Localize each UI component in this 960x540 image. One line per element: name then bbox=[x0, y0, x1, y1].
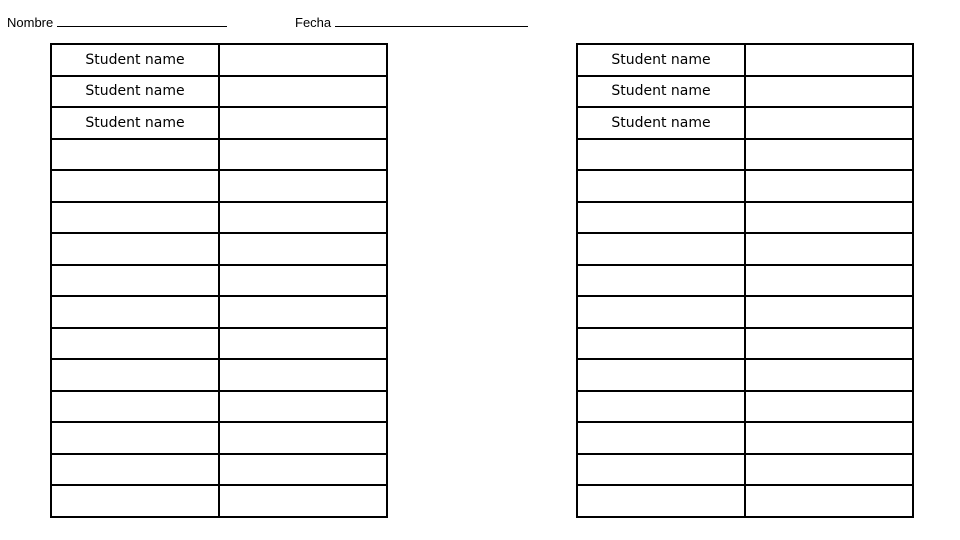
right-roster-table bbox=[576, 43, 914, 518]
student-name-cell[interactable] bbox=[577, 170, 745, 202]
student-name-cell[interactable] bbox=[51, 170, 219, 202]
table-row bbox=[577, 202, 913, 234]
student-name-cell[interactable] bbox=[51, 265, 219, 297]
entry-cell[interactable] bbox=[219, 202, 387, 234]
entry-cell[interactable] bbox=[745, 233, 913, 265]
table-row bbox=[577, 44, 913, 76]
table-row bbox=[577, 233, 913, 265]
entry-cell[interactable] bbox=[219, 265, 387, 297]
entry-cell[interactable] bbox=[219, 454, 387, 486]
student-name-cell[interactable] bbox=[577, 233, 745, 265]
entry-cell[interactable] bbox=[219, 139, 387, 171]
entry-cell[interactable] bbox=[219, 76, 387, 108]
name-blank-line[interactable] bbox=[57, 14, 227, 27]
table-row bbox=[577, 265, 913, 297]
name-field[interactable] bbox=[7, 14, 227, 31]
entry-cell[interactable] bbox=[745, 359, 913, 391]
student-name-cell[interactable] bbox=[51, 139, 219, 171]
student-name-cell[interactable] bbox=[51, 359, 219, 391]
entry-cell[interactable] bbox=[219, 296, 387, 328]
date-blank-line[interactable] bbox=[335, 14, 528, 27]
table-row bbox=[51, 296, 387, 328]
table-row bbox=[51, 76, 387, 108]
table-row bbox=[51, 107, 387, 139]
student-name-cell[interactable] bbox=[51, 202, 219, 234]
entry-cell[interactable] bbox=[745, 107, 913, 139]
table-row bbox=[577, 328, 913, 360]
table-row bbox=[577, 454, 913, 486]
entry-cell[interactable] bbox=[219, 170, 387, 202]
student-name-cell[interactable] bbox=[577, 485, 745, 517]
entry-cell[interactable] bbox=[745, 170, 913, 202]
student-name-cell[interactable]: Student name bbox=[577, 76, 745, 108]
entry-cell[interactable] bbox=[745, 76, 913, 108]
student-name-cell[interactable] bbox=[577, 454, 745, 486]
entry-cell[interactable] bbox=[745, 454, 913, 486]
table-row bbox=[51, 44, 387, 76]
entry-cell[interactable] bbox=[219, 359, 387, 391]
left-roster-table bbox=[50, 43, 388, 518]
entry-cell[interactable] bbox=[219, 233, 387, 265]
table-row bbox=[51, 328, 387, 360]
student-name-cell[interactable] bbox=[577, 328, 745, 360]
student-name-cell[interactable] bbox=[577, 359, 745, 391]
table-row bbox=[577, 107, 913, 139]
entry-cell[interactable] bbox=[745, 139, 913, 171]
name-label: Nombre bbox=[7, 15, 54, 30]
student-name-cell[interactable] bbox=[577, 391, 745, 423]
date-field[interactable] bbox=[295, 14, 528, 31]
right-roster-body bbox=[577, 44, 913, 517]
entry-cell[interactable] bbox=[745, 422, 913, 454]
entry-cell[interactable] bbox=[745, 391, 913, 423]
entry-cell[interactable] bbox=[745, 296, 913, 328]
table-row bbox=[577, 170, 913, 202]
table-row bbox=[51, 391, 387, 423]
student-name-cell[interactable] bbox=[51, 296, 219, 328]
table-row bbox=[51, 359, 387, 391]
table-row bbox=[51, 422, 387, 454]
entry-cell[interactable] bbox=[219, 107, 387, 139]
date-label: Fecha bbox=[295, 15, 332, 30]
left-roster-body bbox=[51, 44, 387, 517]
table-row bbox=[577, 359, 913, 391]
table-row bbox=[51, 265, 387, 297]
table-row bbox=[51, 485, 387, 517]
student-name-cell[interactable] bbox=[51, 422, 219, 454]
student-name-cell[interactable] bbox=[51, 485, 219, 517]
entry-cell[interactable] bbox=[219, 422, 387, 454]
student-name-cell[interactable] bbox=[51, 328, 219, 360]
table-row bbox=[51, 202, 387, 234]
table-row bbox=[577, 422, 913, 454]
table-row bbox=[51, 454, 387, 486]
entry-cell[interactable] bbox=[219, 44, 387, 76]
student-name-cell[interactable] bbox=[51, 233, 219, 265]
entry-cell[interactable] bbox=[219, 485, 387, 517]
student-name-cell[interactable]: Student name bbox=[51, 76, 219, 108]
student-name-cell[interactable]: Student name bbox=[51, 107, 219, 139]
student-name-cell[interactable] bbox=[577, 265, 745, 297]
table-row bbox=[577, 391, 913, 423]
table-row bbox=[51, 139, 387, 171]
entry-cell[interactable] bbox=[219, 328, 387, 360]
entry-cell[interactable] bbox=[219, 391, 387, 423]
table-row bbox=[577, 76, 913, 108]
student-name-cell[interactable]: Student name bbox=[577, 107, 745, 139]
student-name-cell[interactable]: Student name bbox=[51, 44, 219, 76]
table-row bbox=[577, 296, 913, 328]
student-name-cell[interactable] bbox=[577, 202, 745, 234]
student-name-cell[interactable] bbox=[51, 391, 219, 423]
student-name-cell[interactable] bbox=[577, 422, 745, 454]
table-row bbox=[577, 485, 913, 517]
student-name-cell[interactable] bbox=[51, 454, 219, 486]
entry-cell[interactable] bbox=[745, 328, 913, 360]
entry-cell[interactable] bbox=[745, 485, 913, 517]
table-row bbox=[51, 233, 387, 265]
student-name-cell[interactable] bbox=[577, 296, 745, 328]
entry-cell[interactable] bbox=[745, 44, 913, 76]
entry-cell[interactable] bbox=[745, 202, 913, 234]
student-name-cell[interactable] bbox=[577, 139, 745, 171]
student-name-cell[interactable]: Student name bbox=[577, 44, 745, 76]
entry-cell[interactable] bbox=[745, 265, 913, 297]
table-row bbox=[577, 139, 913, 171]
table-row bbox=[51, 170, 387, 202]
